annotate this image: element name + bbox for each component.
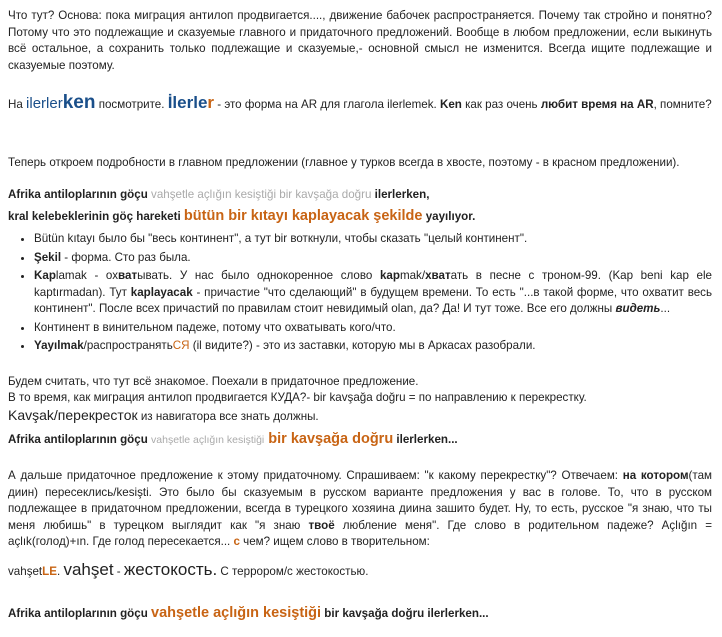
paragraph-kavsaga: В то время, как миграция антилоп продвигается КУДА?- bir kavşağa doğru = по направлению к перекрестку. xyxy=(8,391,587,404)
word-ken-small: Ken xyxy=(439,98,462,111)
paragraph-main-clause: Теперь откроем подробности в главном предложении (главное у турков всегда в хвосте, поэтому - в красном предложении). xyxy=(8,156,680,169)
list-item: • Континент в винительном падеже, потому что охватывать кого/что. xyxy=(34,320,712,337)
word-ilerler: ilerler xyxy=(26,95,63,112)
paragraph-intro: Что тут? Основа: пока миграция антилоп продвигается...., движение бабочек распространяется. Почему так стройно и понятно? Потому что это подлежащие и сказуемые главного и придаточного предложений. Вообще в любом предложении, если выкинуть всё остальное, а сохранить только подлежащие и сказуемые,- основной смысл не изменится. Всегда ищите подлежащие и сказуемые поэтому. xyxy=(8,9,712,72)
phrase-time-on-ar: любит время на AR xyxy=(540,98,654,111)
sentence-line-2: kral kelebeklerinin göç hareketi bütün bir kıtayı kaplayacak şekilde yayılıyor. xyxy=(8,208,476,224)
list-item: • Şekil - форма. Сто раз была. xyxy=(34,250,712,267)
paragraph-vahset: vahşetLE. vahşet - жестокость. С террором/с жестокостью. xyxy=(8,560,369,579)
list-item: • Yayılmak/распространятьСЯ (il видите?) - это из заставки, которую мы в Аркасах разобрали. xyxy=(34,338,712,355)
paragraph-sub-subclause: А дальше придаточное предложение к этому придаточному. Спрашиваем: "к какому перекрестку"? Отвечаем: на котором(там диин) пересеклись/kesişti. Это было бы сказуемым в русском варианте предложения у вас в голове. То, что в русском подлежащее в придаточном предложении, всегда в турецкого хозяина диина зашито будет. Ну, то есть, русское "я знаю, что ты меня любишь" в турецком выглядит как "я знаю твоё любление меня". Где слово в родительном падеже? Açlığın = açlık(голод)+ın. Где голод пересекается... с чем? ищем слово в творительном: xyxy=(8,469,713,548)
paragraph-subclause-intro: Будем считать, что тут всё знакомое. Поехали в придаточное предложение. xyxy=(8,375,419,388)
word-ilerle: İlerle xyxy=(167,93,208,112)
paragraph-kavsak: Kavşak/перекресток из навигатора все знать должны. xyxy=(8,407,319,423)
sentence-line-4: Afrika antiloplarının göçu vahşetle açlığın kesiştiği bir kavşağa doğru ilerlerken... xyxy=(8,605,489,621)
explanation-list xyxy=(8,231,712,357)
list-item: • Kaplamak - охватывать. У нас было однокоренное слово kapmak/хватать в песне с троном-99. (Kap beni kap ele kaptırmadan). Тут kaplayacak - причастие "что сделающий" в будущем времени. То есть "...в такой форме, что охватит весь континент". После всех причастий по правилам стоит невидимый olan, да? Да! И тут тоже. Все его должны видеть... xyxy=(34,268,712,318)
paragraph-ilerlerken: На ilerlerken посмотрите. İlerler - это форма на AR для глагола ilerlemek. Ken как раз очень любит время на AR, помните? xyxy=(8,92,712,113)
word-r: r xyxy=(207,93,215,112)
list-item: • Bütün kıtayı было бы "весь континент", а тут bir воткнули, чтобы сказать "целый континент". xyxy=(34,231,712,248)
sentence-line-3: Afrika antiloplarının göçu vahşetle açlığın kesiştiği bir kavşağa doğru ilerlerken... xyxy=(8,431,458,447)
word-ken: ken xyxy=(62,92,96,113)
sentence-line-1: Afrika antiloplarının göçu vahşetle açlığın kesiştiği bir kavşağa doğru ilerlerken, xyxy=(8,188,430,201)
